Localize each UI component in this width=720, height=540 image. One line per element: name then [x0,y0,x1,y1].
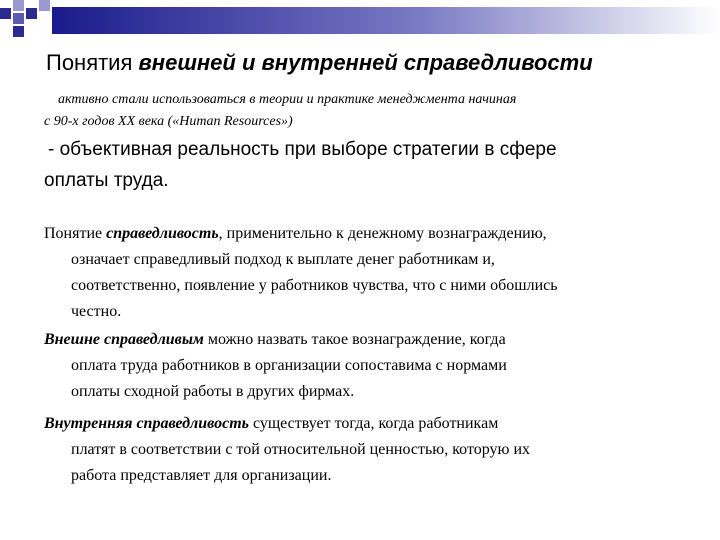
paragraph-line: соответственно, появление у работников чувства, что с ними обошлись [71,277,558,294]
definition-internal-fairness [44,411,530,489]
definition-fairness [44,221,558,325]
term-internal-fairness: Внутренняя справедливость [44,415,249,432]
note-line-1: активно стали использоваться в теории и практике менеджмента начиная [58,92,517,107]
paragraph-first-rest: можно назвать такое вознаграждение, когда [203,331,506,348]
paragraph-line: платят в соответствии с той относительной ценностью, которую их [71,441,531,458]
term-external-fairness: Внешне справедливым [44,331,204,348]
lead-line-2: оплаты труда. [44,170,169,191]
note-line-2: с 90-х годов XX века («Human Resources») [44,114,293,129]
lead-line-1: - объективная реальность при выборе стратегии в сфере [48,139,557,160]
paragraph-first-rest: существует тогда, когда работникам [248,415,499,432]
history-note [44,89,516,133]
paragraph-line: оплата труда работников в организации сопоставима с нормами [71,357,507,374]
lead-statement [44,134,664,196]
paragraph-line: работа представляет для организации. [71,467,332,484]
definition-external-fairness [44,327,507,405]
paragraph-first-line [44,327,507,353]
paragraph-first-line [44,221,558,247]
title-prefix: Понятия [46,50,139,75]
title-emphasis: внешней и внутренней справедливости [138,50,593,75]
paragraph-first-rest: , применительно к денежному вознаграждению, [218,225,547,242]
header-gradient-band [0,0,720,40]
paragraph-line: честно. [71,303,122,320]
paragraph-first-line [44,411,530,437]
paragraph-line: оплаты сходной работы в других фирмах. [71,383,355,400]
paragraph-prefix: Понятие [44,225,107,242]
term-fairness: справедливость [106,225,219,242]
paragraph-line: означает справедливый подход к выплате денег работникам и, [71,251,495,268]
corner-squares-icon [0,0,50,37]
page-title [46,50,593,76]
